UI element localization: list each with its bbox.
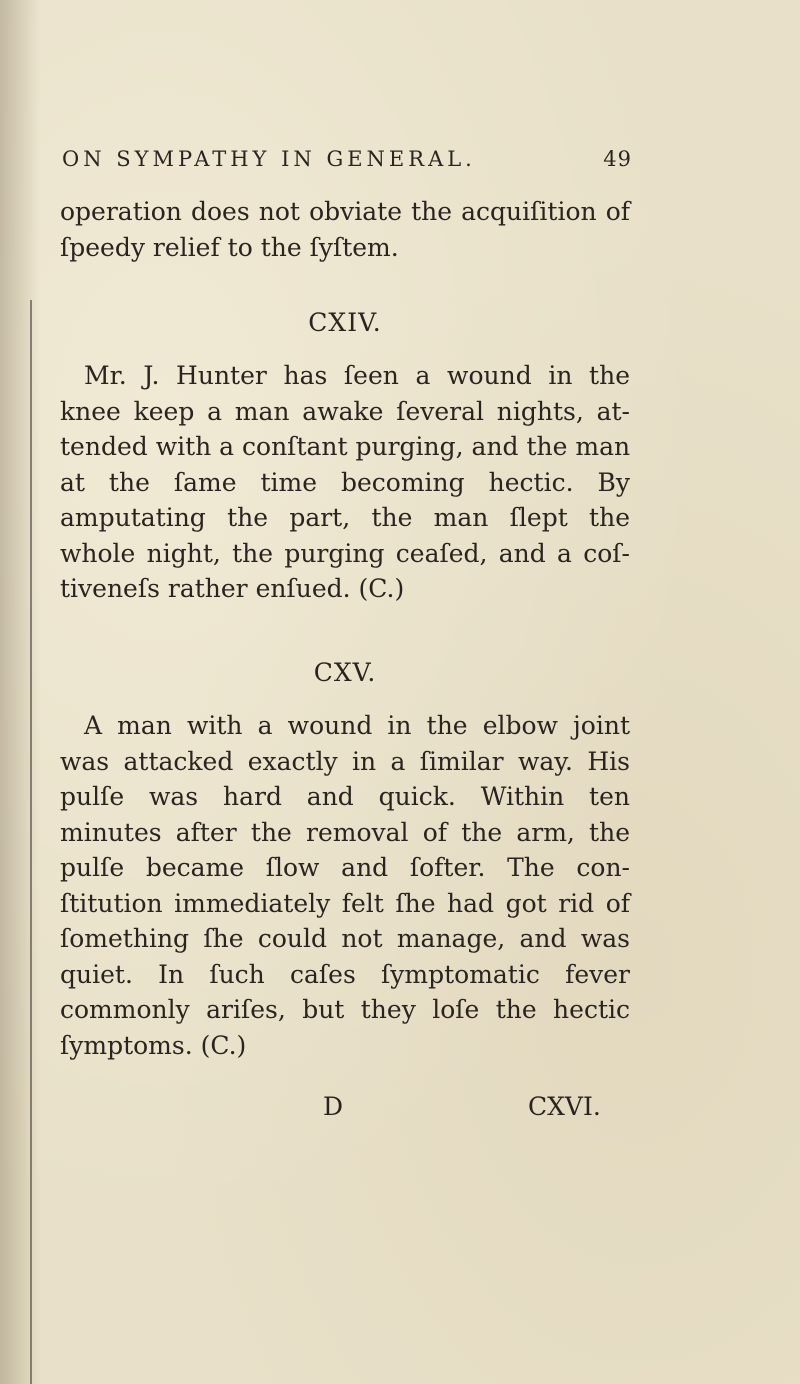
catchword: CXVI. xyxy=(528,1092,601,1121)
text-line: at the ſame time becoming hectic. By xyxy=(60,467,630,497)
section-heading-cxiv: CXIV. xyxy=(308,308,382,337)
text-line: minutes after the removal of the arm, the xyxy=(60,817,630,847)
gutter-shadow xyxy=(0,0,40,1384)
section-body-cxiv xyxy=(60,358,630,607)
text-line: knee keep a man awake ſeveral nights, at- xyxy=(60,396,630,426)
section-heading-cxv: CXV. xyxy=(313,658,377,687)
text-line: quiet. In ſuch caſes ſymptomatic fever xyxy=(60,959,630,989)
text-line: commonly ariſes, but they loſe the hectic xyxy=(60,995,630,1024)
text-line: ſtitution immediately felt ſhe had got rid of xyxy=(60,888,630,918)
section-body-cxv xyxy=(60,708,630,1063)
text-line: tiveneſs rather enſued. (C.) xyxy=(60,574,405,603)
text-line: ſymptoms. (C.) xyxy=(60,1030,247,1060)
running-head-title: ON SYMPATHY IN GENERAL. xyxy=(62,147,476,171)
text-line: ſomething ſhe could not manage, and was xyxy=(60,924,630,953)
text-line: operation does not obviate the acquiſition of xyxy=(60,197,630,226)
text-line: pulſe was hard and quick. Within ten xyxy=(60,782,630,811)
signature-mark: D xyxy=(323,1092,344,1121)
gutter-edge xyxy=(30,300,32,1384)
text-line: ſpeedy relief to the ſyſtem. xyxy=(60,232,399,262)
text-line: whole night, the purging ceaſed, and a coſ- xyxy=(60,538,630,568)
text-line: tended with a conſtant purging, and the man xyxy=(60,432,631,461)
text-line: Mr. J. Hunter has ſeen a wound in the xyxy=(84,361,630,390)
page-number: 49 xyxy=(603,147,632,171)
running-head xyxy=(62,147,632,187)
text-line: amputating the part, the man ſlept the xyxy=(60,503,630,532)
text-line: pulſe became ſlow and ſofter. The con- xyxy=(60,853,630,882)
text-line: A man with a wound in the elbow joint xyxy=(84,711,630,740)
intro-paragraph xyxy=(60,194,630,265)
text-line: was attacked exactly in a ſimilar way. His xyxy=(60,746,630,776)
